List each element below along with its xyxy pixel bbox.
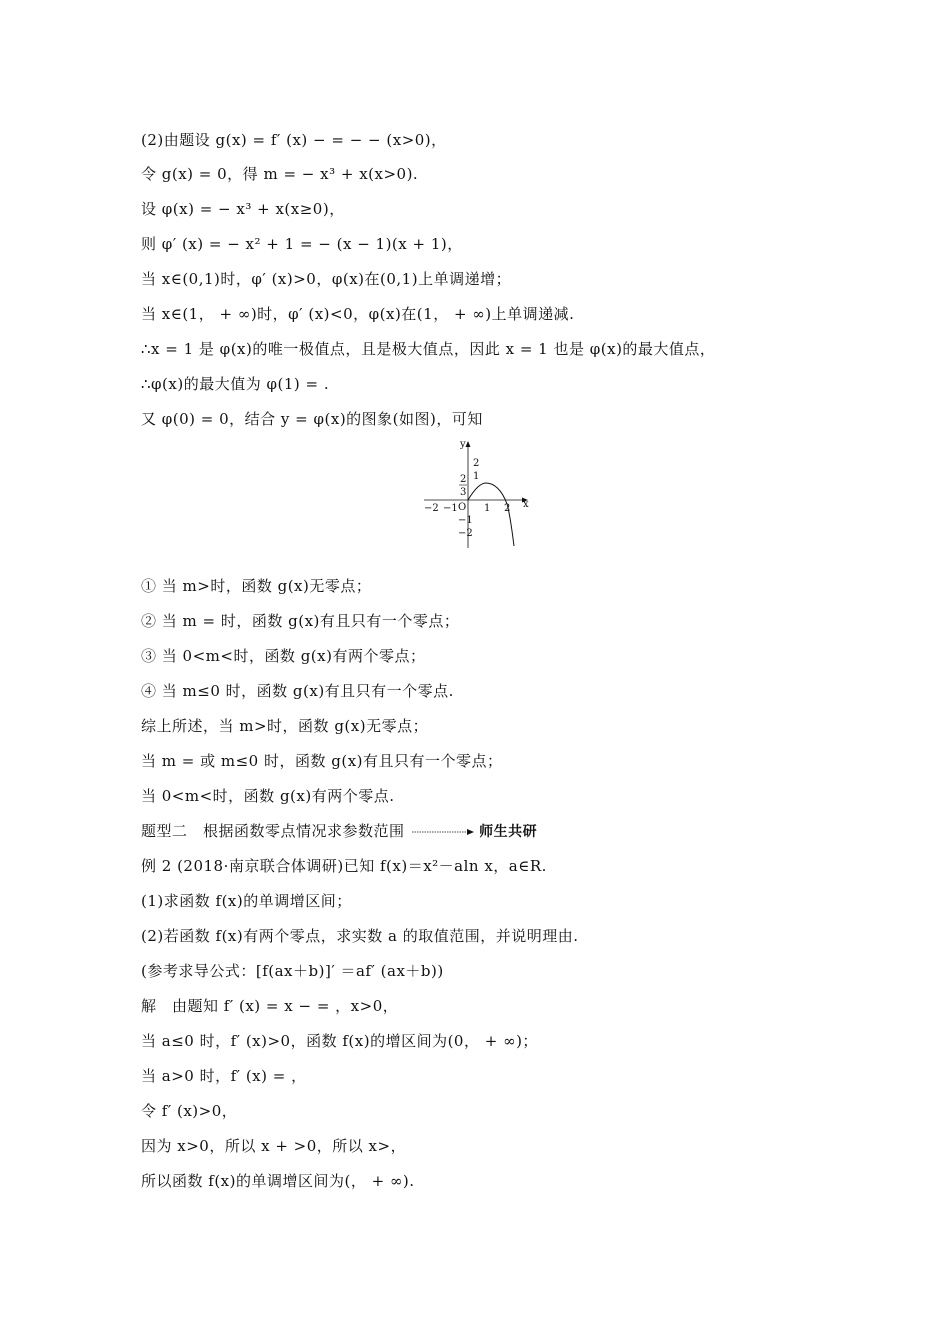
- text-line: 当 m = 或 m≤0 时，函数 g(x)有且只有一个零点；: [141, 752, 503, 770]
- text-line: 令 g(x) = 0，得 m = − x³ + x(x>0).: [141, 165, 419, 183]
- arrow-icon: [412, 827, 474, 837]
- text-line: 则 φ′ (x) = − x² + 1 = − (x − 1)(x + 1)，: [141, 235, 463, 253]
- text-line: (1)求函数 f(x)的单调增区间；: [141, 892, 352, 910]
- x-axis-label: x: [523, 499, 529, 510]
- y-axis-arrow: [466, 441, 471, 447]
- text-line: 令 f′ (x)>0，: [141, 1102, 238, 1120]
- text-line: ① 当 m>时，函数 g(x)无零点；: [141, 577, 372, 595]
- fraction-numerator: 2: [460, 474, 467, 485]
- curve-phi: [468, 483, 514, 546]
- x-tick-label: −1: [443, 503, 458, 514]
- text-line: ② 当 m = 时，函数 g(x)有且只有一个零点；: [141, 612, 460, 630]
- text-line: ④ 当 m≤0 时，函数 g(x)有且只有一个零点.: [141, 682, 454, 700]
- y-axis-label: y: [460, 439, 466, 450]
- origin-label: O: [458, 502, 467, 513]
- section-heading: [141, 821, 537, 842]
- text-line: 所以函数 f(x)的单调增区间为(， + ∞).: [141, 1172, 415, 1190]
- x-tick-label: 1: [484, 503, 491, 514]
- text-line: 当 x∈(1， + ∞)时，φ′ (x)<0，φ(x)在(1， + ∞)上单调递减.: [141, 305, 575, 323]
- text-line: (参考求导公式：[f(ax＋b)]′ ＝af′ (ax＋b)): [141, 962, 444, 980]
- text-line: 当 x∈(0,1)时，φ′ (x)>0，φ(x)在(0,1)上单调递增；: [141, 270, 512, 288]
- text-line: ③ 当 0<m<时，函数 g(x)有两个零点；: [141, 647, 426, 665]
- y-tick-label: −1: [458, 515, 473, 526]
- badge-label: 师生共研: [479, 824, 538, 840]
- text-line: ∴x = 1 是 φ(x)的唯一极值点，且是极大值点，因此 x = 1 也是 φ(x)的最大值点，: [141, 340, 716, 358]
- y-tick-label: 1: [473, 471, 480, 482]
- x-tick-label: 2: [504, 503, 511, 514]
- text-line: 因为 x>0，所以 x + >0，所以 x>，: [141, 1137, 407, 1155]
- text-line: 当 a>0 时，f′ (x) = ，: [141, 1067, 307, 1085]
- text-line: 设 φ(x) = − x³ + x(x≥0)，: [141, 200, 345, 218]
- text-line: 又 φ(0) = 0，结合 y = φ(x)的图象(如图)，可知: [141, 410, 483, 428]
- text-line: (2)由题设 g(x) = f′ (x) − = − − (x>0)，: [141, 131, 447, 149]
- fraction-denominator: 3: [460, 487, 467, 498]
- text-line: 当 a≤0 时，f′ (x)>0，函数 f(x)的增区间为(0， + ∞)；: [141, 1032, 538, 1050]
- text-line: 当 0<m<时，函数 g(x)有两个零点.: [141, 787, 395, 805]
- section-title: 题型二 根据函数零点情况求参数范围: [141, 822, 405, 840]
- example-title: 例 2 (2018·南京联合体调研)已知 f(x)＝x²－aln x，a∈R.: [141, 857, 547, 875]
- text-line: (2)若函数 f(x)有两个零点，求实数 a 的取值范围，并说明理由.: [141, 927, 579, 945]
- x-tick-label: −2: [424, 503, 439, 514]
- y-tick-label: 2: [473, 458, 480, 469]
- solution-line: 解 由题知 f′ (x) = x − = ，x>0，: [141, 997, 399, 1015]
- text-line: ∴φ(x)的最大值为 φ(1) = .: [141, 375, 330, 393]
- text-line: 综上所述，当 m>时，函数 g(x)无零点；: [141, 717, 429, 735]
- function-graph: [420, 438, 540, 550]
- y-tick-label: −2: [458, 528, 473, 539]
